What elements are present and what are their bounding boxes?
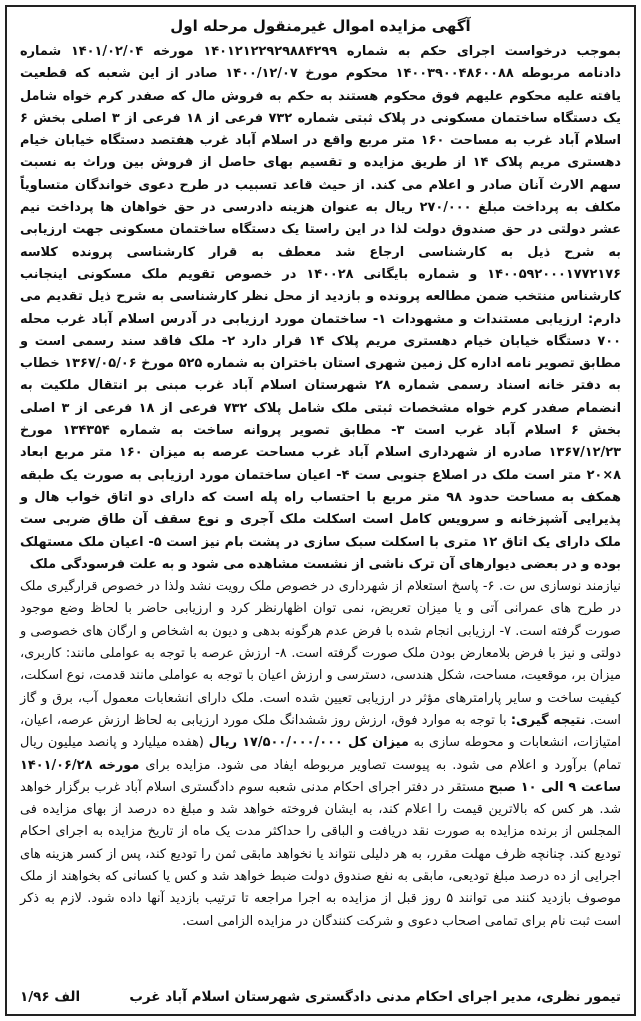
paragraph-normal-before: نیازمند نوسازی س ت. ۶- پاسخ استعلام از شهرداری در خصوص ملک رویت نشد ولذا در خصوص قرارگیری ملک در طرح های عمرانی آتی و یا میزان تعریض، نمی توان اظهارنظر کرد و ارزیابی حاضر با لحاظ وضع موجود صورت گرفته است. ۷- ارزیابی انجام شده با فرض عدم هرگونه بدهی و دیون به اشخاص و ارگان های خصوصی و دولتی و نیز با فرض بلامعارض بودن ملک صورت گرفته است. ۸- ارزش عرصه با توجه به عواملی مانند: کاربری، میزان بر، موقعیت، مساحت، شکل هندسی، دسترسی و ارزش اعیان با توجه به عواملی مانند قدمت، نوع اسکلت، کیفیت ساخت و سایر پارامترهای مؤثر در ارزیابی تعیین شده است. ملک دارای انشعابات معمول آب، برق و گاز است.	[20, 579, 621, 728]
auction-date: مورخه ۱۴۰۱/۰۶/۲۸ ساعت ۹ الی ۱۰ صبح	[20, 757, 621, 795]
notice-title: آگهی مزایده اموال غیرمنقول مرحله اول	[170, 17, 471, 35]
total-value: میزان کل ۱۷/۵۰۰/۰۰۰/۰۰۰ ریال	[208, 735, 409, 751]
value-in-words: (هفده میلیارد و پانصد میلیون ریال تمام) برآورد و اعلام می شود. به پیوست تصاویر مربوطه ایفاد می شود. مزایده برای	[20, 735, 621, 773]
conclusion-label: نتیجه گیری:	[510, 712, 586, 728]
paragraph-normal-mid: با توجه به موارد فوق، ارزش روز ششدانگ ملک مورد ارزیابی به لحاظ ارزش عرصه، اعیان، امتیازات، انشعابات و محوطه سازی به	[20, 712, 621, 751]
notice-code: ۱/۹۶ الف	[20, 989, 81, 1005]
notice-paragraph-normal	[20, 576, 621, 933]
paragraph-normal-after: مستقر در دفتر اجرای احکام مدنی شعبه سوم دادگستری اسلام آباد غرب برگزار خواهد شد. هر کس که بالاترین قیمت را اعلام کند، به ایشان فروخته خواهد شد و مبلغ ده درصد از بهای مزایده فی المجلس از برنده مزایده به صورت نقد دریافت و الباقی را حداکثر مدت یک ماه از تاریخ مزایده به اجرای احکام تودیع کند. چنانچه ظرف مهلت مقرر، به هر دلیلی نتواند یا نخواهد مابقی ثمن را تودیع کند، پس از کسر هزینه های اجرایی از ده درصد مبلغ تودیعی، مابقی به نفع صندوق دولت ضبط خواهد شد و کس یا کسانی که بخواهند از ملک موصوف بازدید کنند می توانند ۵ روز قبل از مزایده به اجرا مراجعه تا ترتیب بازدید آنها داده شود. لازم به ذکر است ثبت نام برای تمامی اصحاب دعوی و شرکت کنندگان در مزایده الزامی است.	[20, 779, 622, 929]
notice-footer	[20, 986, 621, 1008]
notice-paragraph-bold: بموجب درخواست اجرای حکم به شماره ۱۴۰۱۲۱۲۲۹۲۹۸۸۴۲۹۹ مورخه ۱۴۰۱/۰۲/۰۴ شماره دادنامه مربوطه ۱۴۰۰۳۹۰۰۴۸۶۰۰۸۸ محکوم مورخ ۱۴۰۰/۱۲/۰۷ صادر از این شعبه که قطعیت یافته علیه محکوم علیهم فوق محکوم هستند به حکم به فروش مال که صفدر کرم خواه شامل یک دستگاه ساختمان مسکونی در پلاک ثبتی شماره ۷۳۲ فرعی از ۱۸ فرعی از ۳ اصلی بخش ۶ اسلام آباد غرب به مساحت ۱۶۰ متر مربع واقع در اسلام آباد غرب هفتصد دستگاه خیابان خیام دهستری مریم پلاک ۱۴ از طریق مزایده و تقسیم بهای حاصل از فروش بین وراث به نسبت سهم الارث آنان صادر و اعلام می کند. از حیث قاعد تسبیب در طرح دعوی خواندگان متساویاً مکلف به پرداخت مبلغ ۲۷۰/۰۰۰ ریال به عنوان هزینه دادرسی در حق خواهان ها پرداخت نیم عشر دولتی در حق صندوق دولت لذا در این راستا یک دستگاه ساختمان مسکونی جهت ارزیابی به شرح ذیل به کارشناسی ارجاع شد معطف به قرار کارشناسی پرونده کلاسه ۱۴۰۰۵۹۲۰۰۰۱۷۷۲۱۷۶ و شماره بایگانی ۱۴۰۰۲۸ در خصوص تقویم ملک مسکونی اینجانب کارشناس منتخب ضمن مطالعه پرونده و بازدید از محل نظر کارشناسی به شرح ذیل تقدیم می دارم: ارزیابی مستندات و مشهودات ۱- ساختمان مورد ارزیابی در آدرس اسلام آباد غرب محله ۷۰۰ دستگاه خیابان خیام دهستری مریم پلاک ۱۴ قرار دارد ۲- ملک فاقد سند رسمی است و مطابق تصویر نامه اداره کل زمین شهری استان باختران به شماره ۵۲۵ مورخ ۱۳۶۷/۰۵/۰۶ خطاب به دفتر خانه اسناد رسمی شماره ۲۸ شهرستان اسلام آباد غرب مبنی بر انتقال ملکیت به انضمام صفدر کرم خواه مشخصات ثبتی ملک شامل پلاک ۷۳۲ فرعی از ۱۸ فرعی از ۳ اصلی بخش ۶ اسلام آباد غرب است ۳- مطابق تصویر پروانه ساخت به شماره ۱۳۴۳۵۴ مورخ ۱۳۶۷/۱۲/۲۳ صادره از شهرداری اسلام آباد غرب مساحت عرصه به میزان ۱۶۰ متر مربع ابعاد ۸×۲۰ متر است ملک در اصلاع جنوبی ست ۴- اعیان ساختمان مورد ارزیابی به صورت یک طبقه همکف به مساحت حدود ۹۸ متر مربع با احتساب راه پله است که دارای دو اتاق خواب هال و پذیرایی آشپزخانه و سرویس کامل است اسکلت ملک آجری و نوع سقف آن طاق ضربی ست ملک دارای یک اتاق ۱۲ متری با اسکلت سبک سازی در پشت بام نیز است ۵- اعیان ملک مستهلک بوده و در بعضی دیوارهای آن ترک ناشی از نشست مشاهده می شود و به علت فرسودگی ملک	[20, 44, 622, 572]
signature: تیمور نظری، مدیر اجرای احکام مدنی دادگستری شهرستان اسلام آباد غرب	[129, 989, 621, 1005]
notice-frame	[5, 5, 636, 1016]
